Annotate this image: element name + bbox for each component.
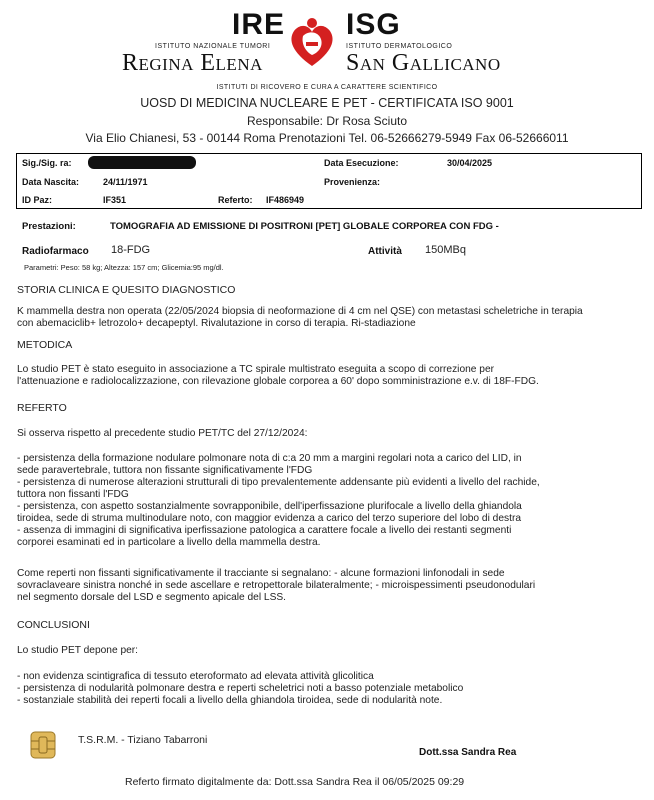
history-line: con abemaciclib+ letrozolo+ decapeptyl. Rivalutazione in corso di terapia. Ri-stadiazione <box>17 318 416 329</box>
report-extra-findings <box>17 568 627 604</box>
report-line: - assenza di immagini di significativa iperfissazione patologica a carattere focale a livello dei restanti segmenti <box>17 525 512 536</box>
birth-date-label: Data Nascita: <box>22 177 80 187</box>
method-paragraph <box>17 364 627 388</box>
logo-ire: IRE <box>232 8 286 41</box>
services-label: Prestazioni: <box>22 221 76 232</box>
doctor-name: Dott.ssa Sandra Rea <box>419 747 517 758</box>
report-title: REFERTO <box>17 402 67 414</box>
responsible-line: Responsabile: Dr Rosa Sciuto <box>246 114 408 128</box>
history-paragraph <box>17 306 627 330</box>
logo-ire-subtitle: ISTITUTO NAZIONALE TUMORI <box>155 43 271 50</box>
report-line: tuttora non fissanti l'FDG <box>17 489 129 500</box>
method-title: METODICA <box>17 339 73 351</box>
conclusions-title: CONCLUSIONI <box>17 619 90 631</box>
report-line: tiroidea, sede di struma multinodulare noto, con maggior evidenza a carico del terzo superiore del lobo di destra <box>17 513 521 524</box>
digital-signature-line: Referto firmato digitalmente da: Dott.ssa Sandra Rea il 06/05/2025 09:29 <box>125 776 465 788</box>
report-extra-line: Come reperti non fissanti significativamente il tracciante si segnalano: - alcune formazioni linfonodali in sede <box>17 568 505 579</box>
logo-isg: ISG <box>346 8 401 41</box>
patient-id-label: ID Paz: <box>22 195 53 205</box>
report-line: corporei esaminati ed in particolare a livello della mammella destra. <box>17 537 321 548</box>
radiopharm-label: Radiofarmaco <box>22 246 89 257</box>
report-findings <box>17 453 627 549</box>
logo-isg-name: San Gallicano <box>346 50 501 76</box>
history-title: STORIA CLINICA E QUESITO DIAGNOSTICO <box>17 284 236 296</box>
report-line: - persistenza della formazione nodulare polmonare nota di c:a 20 mm a margini regolari nota a carico del LID, in <box>17 453 522 464</box>
conclusion-item: - non evidenza scintigrafica di tessuto eteroformato ad elevata attività glicolitica <box>17 671 374 682</box>
patient-name-label: Sig./Sig. ra: <box>22 158 72 168</box>
report-intro: Si osserva rispetto al precedente studio PET/TC del 27/12/2024: <box>17 428 308 439</box>
institute-logo-icon <box>282 14 342 72</box>
report-line: - persistenza di numerose alterazioni strutturali di tipo prevalentemente addensante più evidenti a livello del rachide, <box>17 477 540 488</box>
origin-label: Provenienza: <box>324 177 381 187</box>
conclusion-item: - sostanziale stabilità dei reperti focali a livello della ghiandola tiroidea, sede di nodularità note. <box>17 695 443 706</box>
report-line: sede paravertebrale, tuttora non fissante significativamente l'FDG <box>17 465 313 476</box>
conclusion-item: - persistenza di nodularità polmonare destra e reperti scheletrici noti a basso potenziale metabolico <box>17 683 464 694</box>
address-line: Via Elio Chianesi, 53 - 00144 Roma Prenotazioni Tel. 06-52666279-5949 Fax 06-52666011 <box>85 131 569 145</box>
report-id-label: Referto: <box>218 195 253 205</box>
smartcard-chip-icon <box>30 731 56 759</box>
patient-id-value: IF351 <box>103 195 127 205</box>
report-extra-line: nel segmento dorsale del LSD e segmento apicale del LSS. <box>17 592 287 603</box>
unit-title: UOSD DI MEDICINA NUCLEARE E PET - CERTIFICATA ISO 9001 <box>140 96 514 110</box>
report-line: - persistenza, con aspetto sostanzialmente sovrapponibile, dell'iperfissazione plurifocale a livello della ghiandola <box>17 501 522 512</box>
history-line: K mammella destra non operata (22/05/2024 biopsia di neoformazione di 4 cm nel QSE) con metastasi scheletriche in terapia <box>17 306 583 317</box>
radiopharm-value: 18-FDG <box>111 244 151 256</box>
method-line: l'attenuazione e radiolocalizzazione, con rilevazione globale corporea a 60' dopo somministrazione e.v. di 18F-FDG. <box>17 376 539 387</box>
services-value: TOMOGRAFIA AD EMISSIONE DI POSITRONI [PET] GLOBALE CORPOREA CON FDG - <box>110 221 499 232</box>
activity-label: Attività <box>368 246 402 257</box>
conclusions-intro: Lo studio PET depone per: <box>17 645 139 656</box>
report-extra-line: sovraclaveare sinistra nonché in sede ascellare e retropettorale bilateralmente; - microispessimenti pseudonodulari <box>17 580 536 591</box>
logo-isg-subtitle: ISTITUTO DERMATOLOGICO <box>346 43 453 50</box>
institute-line: ISTITUTI DI RICOVERO E CURA A CARATTERE SCIENTIFICO <box>216 84 438 91</box>
exam-parameters: Parametri: Peso: 58 kg; Altezza: 157 cm; Glicemia:95 mg/dl. <box>24 263 224 272</box>
redacted-name-bar <box>88 156 196 169</box>
exec-date-value: 30/04/2025 <box>447 158 493 168</box>
logo-ire-name: Regina Elena <box>122 50 263 76</box>
method-line: Lo studio PET è stato eseguito in associazione a TC spirale multistrato eseguita a scopo di correzione per <box>17 364 495 375</box>
conclusions-list <box>17 671 627 707</box>
technician-name: T.S.R.M. - Tiziano Tabarroni <box>78 734 208 746</box>
activity-value: 150MBq <box>425 244 466 256</box>
exec-date-label: Data Esecuzione: <box>324 158 399 168</box>
report-id-value: IF486949 <box>266 195 305 205</box>
birth-date-value: 24/11/1971 <box>103 177 148 187</box>
